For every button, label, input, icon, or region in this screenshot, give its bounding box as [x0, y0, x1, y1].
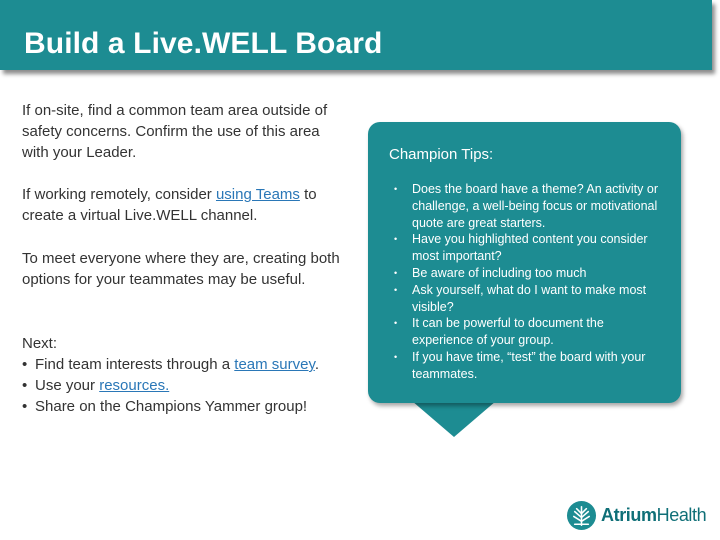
page-title: Build a Live.WELL Board	[24, 27, 383, 60]
tip-item: • If you have time, “test” the board with your teammates.	[394, 349, 662, 383]
next-steps	[22, 333, 342, 417]
next-item-text: Share on the Champions Yammer group!	[35, 398, 308, 415]
tip-item: • Be aware of including too much	[394, 265, 662, 282]
next-item-text: Find team interests through a	[35, 356, 235, 373]
tips-list	[394, 181, 662, 383]
brand-bold: Atrium	[601, 505, 657, 525]
resources-link[interactable]: resources.	[99, 377, 170, 394]
team-survey-link[interactable]: team survey	[234, 356, 315, 373]
tree-logo-icon	[566, 500, 597, 531]
tip-item: • It can be powerful to document the experience of your group.	[394, 315, 662, 349]
next-item-yammer	[22, 396, 342, 417]
next-item-text: .	[314, 356, 320, 373]
next-steps-list	[22, 354, 342, 417]
remote-paragraph	[22, 184, 342, 226]
champion-tips-callout	[368, 122, 681, 403]
atrium-health-logo	[566, 500, 710, 532]
next-item-text: Use your	[35, 377, 100, 394]
tip-item: • Have you highlighted content you consider most important?	[394, 231, 662, 265]
callout-title: Champion Tips:	[389, 146, 494, 163]
callout-tail	[412, 401, 496, 437]
title-bar	[0, 0, 712, 70]
onsite-paragraph: If on-site, find a common team area outside of safety concerns. Confirm the use of this area with your Leader.	[22, 102, 328, 161]
tip-item: • Does the board have a theme? An activity or challenge, a well-being focus or motivational quote are great starters.	[394, 181, 662, 231]
next-item-survey	[22, 354, 342, 375]
brand-name	[601, 505, 706, 526]
brand-regular: Health	[656, 505, 707, 525]
tip-item: • Ask yourself, what do I want to make most visible?	[394, 282, 662, 316]
next-heading: Next:	[22, 335, 58, 352]
remote-text-after: to create a virtual Live.WELL channel.	[22, 186, 317, 224]
remote-text-before: If working remotely, consider	[22, 186, 216, 203]
using-teams-link[interactable]: using Teams	[215, 186, 300, 203]
next-item-resources	[22, 375, 342, 396]
options-paragraph: To meet everyone where they are, creating both options for your teammates may be useful.	[22, 250, 340, 288]
